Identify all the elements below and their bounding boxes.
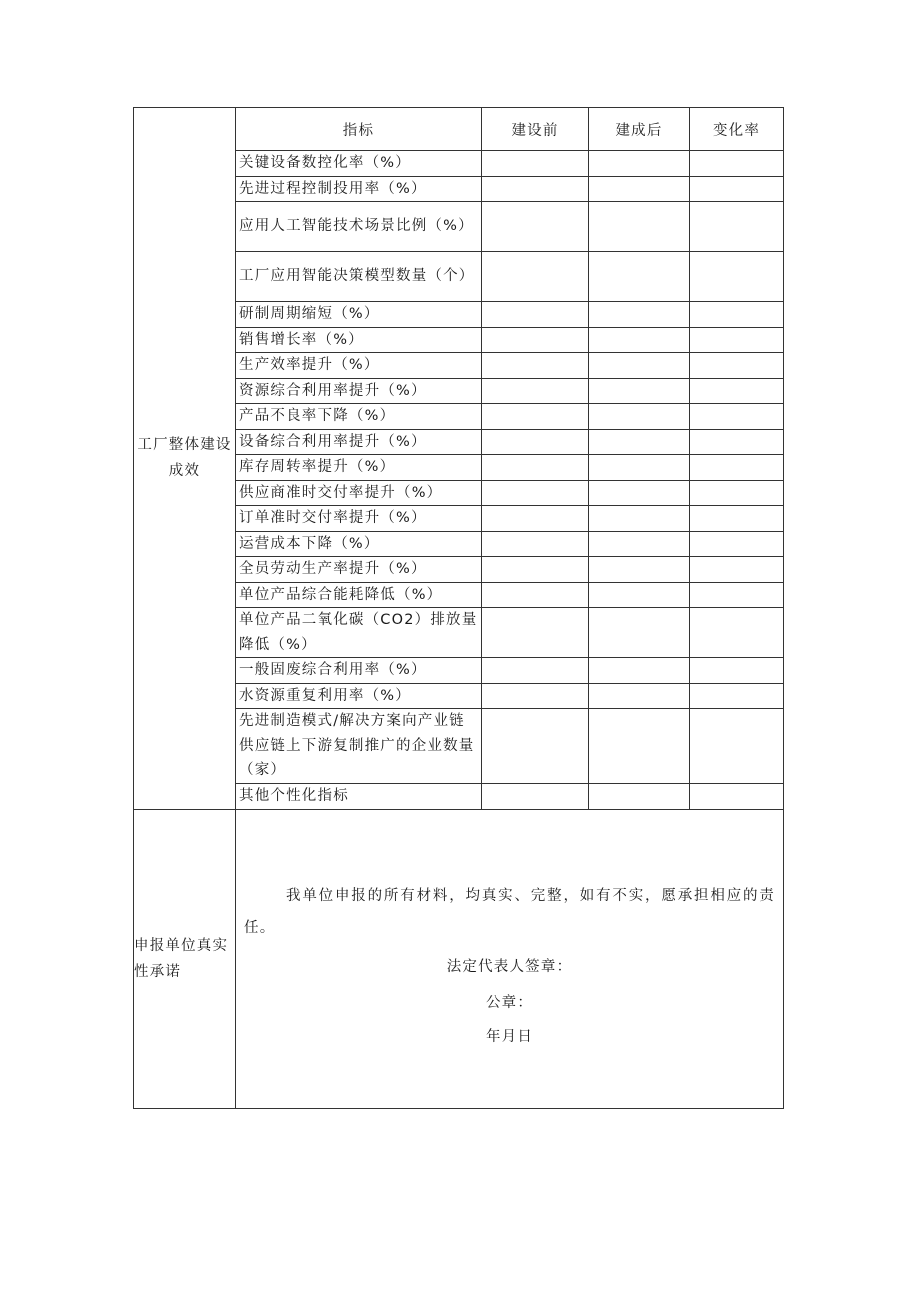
value-before-cell[interactable] bbox=[482, 582, 589, 608]
legal-representative-signature: 法定代表人签章： bbox=[446, 958, 573, 975]
value-after-cell[interactable] bbox=[589, 784, 690, 810]
change-rate-cell[interactable] bbox=[690, 378, 784, 404]
value-after-cell[interactable] bbox=[589, 151, 690, 177]
change-rate-cell[interactable] bbox=[690, 151, 784, 177]
value-before-cell[interactable] bbox=[482, 176, 589, 202]
indicator-label: 单位产品综合能耗降低（%） bbox=[236, 582, 482, 608]
value-after-cell[interactable] bbox=[589, 531, 690, 557]
value-after-cell[interactable] bbox=[589, 252, 690, 302]
official-seal: 公章： bbox=[485, 994, 534, 1011]
value-before-cell[interactable] bbox=[482, 353, 589, 379]
value-after-cell[interactable] bbox=[589, 202, 690, 252]
header-indicator: 指标 bbox=[236, 108, 482, 151]
indicator-label: 产品不良率下降（%） bbox=[236, 404, 482, 430]
change-rate-cell[interactable] bbox=[690, 608, 784, 658]
section-factory-results bbox=[134, 108, 236, 810]
change-rate-cell[interactable] bbox=[690, 784, 784, 810]
indicator-label: 关键设备数控化率（%） bbox=[236, 151, 482, 177]
value-after-cell[interactable] bbox=[589, 658, 690, 684]
header-change-rate: 变化率 bbox=[690, 108, 784, 151]
value-after-cell[interactable] bbox=[589, 683, 690, 709]
value-before-cell[interactable] bbox=[482, 480, 589, 506]
change-rate-cell[interactable] bbox=[690, 252, 784, 302]
value-before-cell[interactable] bbox=[482, 531, 589, 557]
value-before-cell[interactable] bbox=[482, 709, 589, 784]
value-before-cell[interactable] bbox=[482, 327, 589, 353]
value-after-cell[interactable] bbox=[589, 353, 690, 379]
value-after-cell[interactable] bbox=[589, 582, 690, 608]
indicator-label: 其他个性化指标 bbox=[236, 784, 482, 810]
indicator-label: 先进过程控制投用率（%） bbox=[236, 176, 482, 202]
value-after-cell[interactable] bbox=[589, 480, 690, 506]
value-after-cell[interactable] bbox=[589, 327, 690, 353]
evaluation-form-table bbox=[133, 107, 784, 1109]
indicator-label: 库存周转率提升（%） bbox=[236, 455, 482, 481]
value-before-cell[interactable] bbox=[482, 202, 589, 252]
change-rate-cell[interactable] bbox=[690, 202, 784, 252]
change-rate-cell[interactable] bbox=[690, 582, 784, 608]
value-before-cell[interactable] bbox=[482, 378, 589, 404]
value-after-cell[interactable] bbox=[589, 302, 690, 328]
commitment-row bbox=[134, 809, 784, 1108]
value-after-cell[interactable] bbox=[589, 404, 690, 430]
change-rate-cell[interactable] bbox=[690, 709, 784, 784]
change-rate-cell[interactable] bbox=[690, 658, 784, 684]
signature-date: 年月日 bbox=[485, 1028, 534, 1045]
value-before-cell[interactable] bbox=[482, 658, 589, 684]
indicator-label: 水资源重复利用率（%） bbox=[236, 683, 482, 709]
indicator-label: 设备综合利用率提升（%） bbox=[236, 429, 482, 455]
value-after-cell[interactable] bbox=[589, 429, 690, 455]
value-before-cell[interactable] bbox=[482, 302, 589, 328]
value-before-cell[interactable] bbox=[482, 784, 589, 810]
indicator-label: 生产效率提升（%） bbox=[236, 353, 482, 379]
value-after-cell[interactable] bbox=[589, 506, 690, 532]
value-after-cell[interactable] bbox=[589, 176, 690, 202]
change-rate-cell[interactable] bbox=[690, 404, 784, 430]
indicator-label: 资源综合利用率提升（%） bbox=[236, 378, 482, 404]
value-before-cell[interactable] bbox=[482, 557, 589, 583]
value-before-cell[interactable] bbox=[482, 608, 589, 658]
change-rate-cell[interactable] bbox=[690, 531, 784, 557]
value-before-cell[interactable] bbox=[482, 151, 589, 177]
value-before-cell[interactable] bbox=[482, 429, 589, 455]
indicator-label: 运营成本下降（%） bbox=[236, 531, 482, 557]
indicator-label: 研制周期缩短（%） bbox=[236, 302, 482, 328]
indicator-label: 单位产品二氧化碳（CO2）排放量降低（%） bbox=[236, 608, 482, 658]
commitment-content bbox=[236, 810, 783, 1054]
value-before-cell[interactable] bbox=[482, 506, 589, 532]
header-before: 建设前 bbox=[482, 108, 589, 151]
indicator-label: 一般固废综合利用率（%） bbox=[236, 658, 482, 684]
change-rate-cell[interactable] bbox=[690, 302, 784, 328]
value-after-cell[interactable] bbox=[589, 557, 690, 583]
value-before-cell[interactable] bbox=[482, 404, 589, 430]
value-after-cell[interactable] bbox=[589, 378, 690, 404]
indicator-label: 供应商准时交付率提升（%） bbox=[236, 480, 482, 506]
change-rate-cell[interactable] bbox=[690, 480, 784, 506]
value-after-cell[interactable] bbox=[589, 709, 690, 784]
change-rate-cell[interactable] bbox=[690, 327, 784, 353]
value-before-cell[interactable] bbox=[482, 683, 589, 709]
indicator-label: 销售增长率（%） bbox=[236, 327, 482, 353]
commitment-content-cell bbox=[236, 809, 784, 1108]
header-row bbox=[134, 108, 784, 151]
change-rate-cell[interactable] bbox=[690, 429, 784, 455]
indicator-label: 订单准时交付率提升（%） bbox=[236, 506, 482, 532]
change-rate-cell[interactable] bbox=[690, 506, 784, 532]
change-rate-cell[interactable] bbox=[690, 176, 784, 202]
indicator-label: 先进制造模式/解决方案向产业链供应链上下游复制推广的企业数量（家） bbox=[236, 709, 482, 784]
value-after-cell[interactable] bbox=[589, 608, 690, 658]
value-before-cell[interactable] bbox=[482, 455, 589, 481]
commitment-statement: 我单位申报的所有材料，均真实、完整，如有不实，愿承担相应的责任。 bbox=[244, 887, 775, 936]
section-commitment bbox=[134, 809, 236, 1108]
value-after-cell[interactable] bbox=[589, 455, 690, 481]
section-commitment-label: 申报单位真实性承诺 bbox=[134, 937, 229, 980]
header-after: 建成后 bbox=[589, 108, 690, 151]
indicator-label: 工厂应用智能决策模型数量（个） bbox=[236, 252, 482, 302]
section-factory-results-label: 工厂整体建设成效 bbox=[137, 437, 232, 480]
indicator-label: 全员劳动生产率提升（%） bbox=[236, 557, 482, 583]
indicator-label: 应用人工智能技术场景比例（%） bbox=[236, 202, 482, 252]
change-rate-cell[interactable] bbox=[690, 683, 784, 709]
change-rate-cell[interactable] bbox=[690, 455, 784, 481]
value-before-cell[interactable] bbox=[482, 252, 589, 302]
change-rate-cell[interactable] bbox=[690, 353, 784, 379]
change-rate-cell[interactable] bbox=[690, 557, 784, 583]
